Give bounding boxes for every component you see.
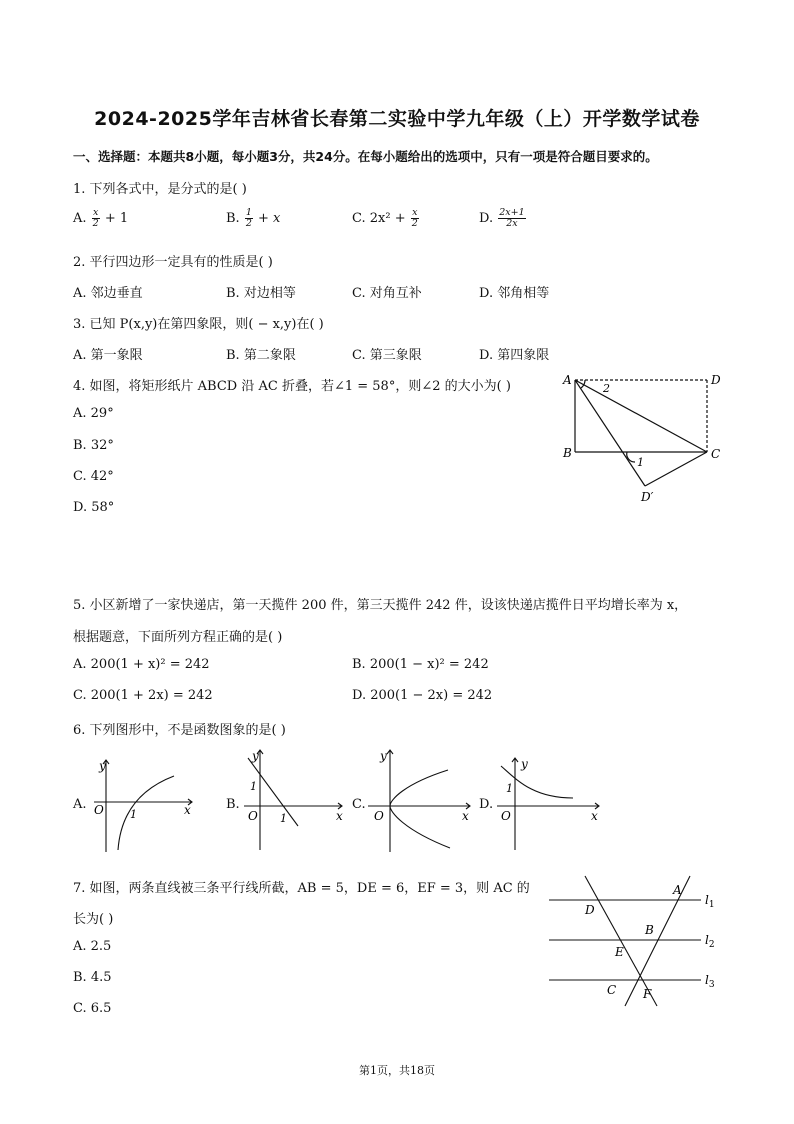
- question-7-stem-line2: 长为( ): [73, 912, 114, 927]
- fraction: [92, 208, 100, 229]
- section-heading: 一、选择题：本题共8小题，每小题3分，共24分。在每小题给出的选项中，只有一项是符合题目要求的。: [73, 149, 658, 164]
- numerator: x: [93, 207, 99, 218]
- l3-subscript: 3: [708, 980, 715, 990]
- question-5-stem-line1: 5. 小区新增了一家快递店，第一天揽件 200 件，第三天揽件 242 件，设该快递店揽件日平均增长率为 x，: [73, 598, 688, 613]
- label-c: C: [711, 447, 721, 461]
- fraction: [245, 208, 253, 229]
- q4-option-c[interactable]: C. 42°: [73, 469, 114, 484]
- label-d-prime: D′: [641, 490, 654, 504]
- label-a: A: [563, 373, 572, 387]
- label-l2: [705, 933, 715, 950]
- q6-graph-c: [364, 744, 476, 856]
- q1-option-c[interactable]: [352, 208, 420, 229]
- origin-label: O: [501, 809, 511, 823]
- q3-option-a[interactable]: A. 第一象限: [73, 348, 143, 363]
- x-label: x: [184, 803, 191, 817]
- label-d: D: [711, 373, 721, 387]
- page-footer: 第1页，共18页: [359, 1064, 435, 1077]
- option-label: A.: [73, 210, 87, 226]
- question-1-stem: 1. 下列各式中，是分式的是( ): [73, 182, 247, 197]
- x-tick-1: 1: [280, 812, 287, 825]
- diagonal-ac: [575, 380, 707, 452]
- denominator: 2: [245, 217, 252, 229]
- option-label: D.: [479, 210, 494, 226]
- q5-option-b[interactable]: B. 200(1 − x)² = 242: [352, 657, 489, 672]
- page-title: 2024-2025学年吉林省长春第二实验中学九年级（上）开学数学试卷: [94, 108, 700, 130]
- question-2-stem: 2. 平行四边形一定具有的性质是( ): [73, 255, 273, 270]
- y-tick-1: 1: [506, 782, 513, 795]
- q6-graph-a: [88, 752, 200, 856]
- q5-option-c[interactable]: C. 200(1 + 2x) = 242: [73, 688, 213, 703]
- label-l1: [705, 893, 715, 910]
- q2-option-a[interactable]: A. 邻边垂直: [73, 286, 143, 301]
- x-label: x: [591, 809, 598, 823]
- q6-option-d[interactable]: D.: [479, 797, 494, 812]
- q6-graph-b: [238, 744, 348, 854]
- q4-option-b[interactable]: B. 32°: [73, 438, 114, 453]
- y-label: y: [99, 759, 106, 773]
- label-l3: [705, 973, 715, 990]
- denominator: 2: [411, 217, 418, 229]
- option-tail: + x: [258, 210, 281, 226]
- side-ad-prime: [575, 380, 645, 486]
- q6-graph-d: [493, 752, 605, 854]
- origin-label: O: [374, 809, 384, 823]
- option-label: B.: [226, 210, 240, 226]
- denominator: 2: [92, 217, 99, 229]
- origin-label: O: [248, 809, 258, 823]
- label-c: C: [607, 983, 617, 997]
- x-label: x: [336, 809, 343, 823]
- label-b: B: [563, 446, 572, 460]
- fraction: [498, 208, 525, 229]
- q2-option-d[interactable]: D. 邻角相等: [479, 286, 550, 301]
- q1-option-b[interactable]: [226, 208, 280, 229]
- q3-option-d[interactable]: D. 第四象限: [479, 348, 550, 363]
- sideways-parabola: [390, 770, 450, 848]
- numerator: x: [412, 207, 418, 218]
- denominator: 2x: [506, 217, 518, 229]
- q3-option-c[interactable]: C. 第三象限: [352, 348, 422, 363]
- y-label: y: [380, 749, 387, 763]
- q4-option-d[interactable]: D. 58°: [73, 500, 115, 515]
- q5-option-d[interactable]: D. 200(1 − 2x) = 242: [352, 688, 493, 703]
- fraction: [411, 208, 419, 229]
- y-label: y: [252, 749, 259, 763]
- q4-option-a[interactable]: A. 29°: [73, 406, 114, 421]
- q2-option-c[interactable]: C. 对角互补: [352, 286, 422, 301]
- numerator: 2x+1: [499, 207, 525, 218]
- x-label: x: [462, 809, 469, 823]
- q6-option-a[interactable]: A.: [73, 797, 87, 812]
- q7-option-a[interactable]: A. 2.5: [73, 939, 112, 954]
- log-curve: [118, 776, 174, 850]
- q1-option-d[interactable]: [479, 208, 527, 229]
- l3-letter: l: [705, 973, 709, 987]
- q5-option-a[interactable]: A. 200(1 + x)² = 242: [73, 657, 210, 672]
- l1-letter: l: [705, 893, 709, 907]
- label-angle-1: 1: [637, 456, 644, 469]
- q7-parallel-lines-figure: [545, 874, 730, 1014]
- q6-option-c[interactable]: C.: [352, 797, 366, 812]
- label-angle-2: 2: [603, 382, 610, 395]
- y-tick-1: 1: [250, 780, 257, 793]
- q7-option-c[interactable]: C. 6.5: [73, 1001, 112, 1016]
- question-5-stem-line2: 根据题意，下面所列方程正确的是( ): [73, 630, 283, 645]
- question-3-stem: 3. 已知 P(x,y)在第四象限，则( − x,y)在( ): [73, 317, 324, 332]
- numerator: 1: [245, 207, 252, 218]
- label-a: A: [673, 883, 682, 897]
- question-4-stem: 4. 如图，将矩形纸片 ABCD 沿 AC 折叠，若∠1 = 58°，则∠2 的大小为( ): [73, 379, 511, 394]
- origin-label: O: [94, 803, 104, 817]
- question-7-stem-line1: 7. 如图，两条直线被三条平行线所截，AB = 5，DE = 6，EF = 3，则 AC 的: [73, 881, 530, 896]
- l2-subscript: 2: [708, 940, 715, 950]
- q2-option-b[interactable]: B. 对边相等: [226, 286, 296, 301]
- q7-option-b[interactable]: B. 4.5: [73, 970, 112, 985]
- option-tail: + 1: [104, 210, 129, 226]
- l1-subscript: 1: [708, 900, 715, 910]
- side-d-prime-c: [645, 452, 707, 486]
- q3-option-b[interactable]: B. 第二象限: [226, 348, 296, 363]
- question-6-stem: 6. 下列图形中，不是函数图象的是( ): [73, 723, 286, 738]
- q6-option-b[interactable]: B.: [226, 797, 240, 812]
- y-label: y: [521, 757, 528, 771]
- label-e: E: [615, 945, 624, 959]
- option-label: C. 2x² +: [352, 210, 406, 226]
- label-d: D: [585, 903, 595, 917]
- label-f: F: [643, 987, 652, 1001]
- q1-option-a[interactable]: [73, 208, 128, 229]
- label-b: B: [645, 923, 654, 937]
- q4-rectangle-figure: [555, 368, 735, 508]
- l2-letter: l: [705, 933, 709, 947]
- tick-1: 1: [130, 808, 137, 821]
